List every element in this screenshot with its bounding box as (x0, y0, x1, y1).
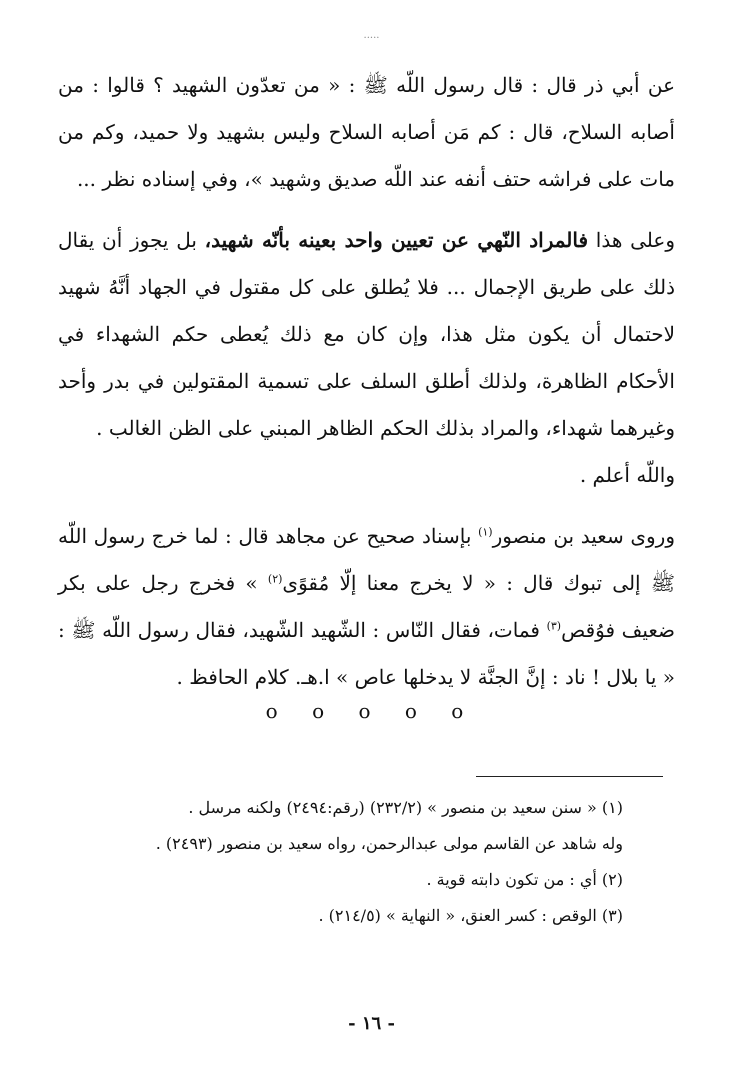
paragraph-mujahid-narration (58, 513, 675, 701)
footnote-ref-3[interactable]: (٣) (546, 619, 562, 633)
footnote-ref-2[interactable]: (٢) (267, 572, 283, 586)
narration-part-a: وروى سعيد بن منصور (492, 524, 675, 548)
paragraph-commentary (58, 217, 675, 452)
commentary-start: وعلى هذا (588, 228, 675, 252)
footnote-1-continued: وله شاهد عن القاسم مولى عبدالرحمن، رواه سعيد بن منصور (٢٤٩٣) . (155, 834, 623, 853)
narration-part-c: » فخرج رجل على بكر ضعيف فوُقص (58, 571, 675, 642)
paragraph-allah-knows: واللّه أعلم . (579, 463, 675, 487)
footnote-1: (١) « سنن سعيد بن منصور » (٢٣٢/٢) (رقم:٢٤٩٤) ولكنه مرسل . (188, 798, 623, 817)
commentary-rest: بل يجوز أن يقال ذلك على طريق الإجمال ... فلا يُطلق على كل مقتول في الجهاد أنَّهُ شهيد لاحتمال أن يكون مثل هذا، وإن كان مع ذلك يُعطى حكم الشهداء في الأحكام الظاهرة، ولذلك أطلق السلف على تسمية المقتولين في بدر وأحد وغيرهما شهداء، والمراد بذلك الحكم الظاهر المبني على الظن الغالب . (58, 228, 675, 440)
page-number: - ١٦ - (348, 1013, 395, 1034)
commentary-bold: فالمراد النّهي عن تعيين واحد بعينه بأنّه شهيد، (204, 228, 589, 252)
section-ornament: o o o o o (265, 699, 478, 723)
main-text (58, 62, 675, 701)
header-dots: ..... (363, 30, 380, 41)
narration-part-d: فمات، فقال النّاس : الشّهيد الشّهيد، فقال رسول اللّه ﷺ : « يا بلال ! ناد : إنَّ الجنَّة لا يدخلها عاص » ا.هـ. كلام الحافظ . (58, 618, 675, 689)
footnote-ref-1[interactable]: (١) (478, 525, 493, 539)
footnotes (58, 790, 623, 934)
paragraph-hadith-abu-dhar: عن أبي ذر قال : قال رسول اللّه ﷺ : « من تعدّون الشهيد ؟ قالوا : من أصابه السلاح، قال : كم مَن أصابه السلاح وليس بشهيد ولا حميد، وكم من مات على فراشه حتف أنفه عند اللّه صديق وشهيد »، وفي إسناده نظر ... (58, 73, 675, 191)
footnote-3: (٣) الوقص : كسر العنق، « النهاية » (٢١٤/٥) . (318, 906, 623, 925)
footnote-2: (٢) أي : من تكون دابته قوية . (426, 870, 623, 889)
narration-part-b: بإسناد صحيح عن مجاهد قال : لما خرج رسول اللّه ﷺ إلى تبوك قال : « لا يخرج معنا إلّا مُقوًى (58, 524, 675, 595)
footnote-divider (476, 776, 663, 777)
